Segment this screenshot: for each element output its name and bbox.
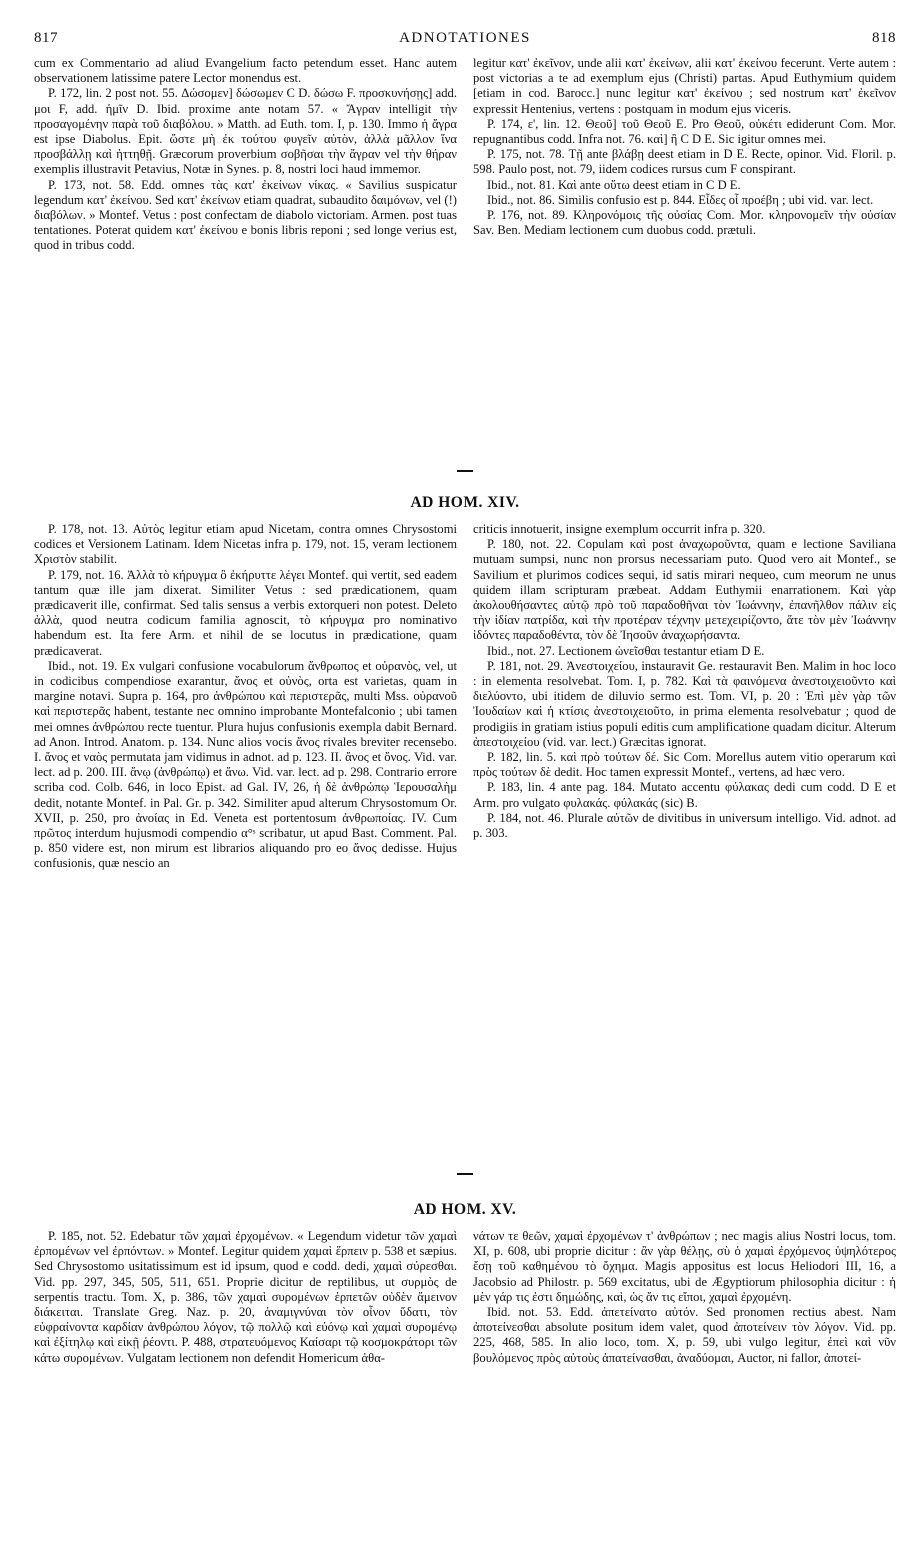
paragraph: cum ex Commentario ad aliud Evangelium facto petendum esset. Hanc autem observationem latissime patere Lector monendus est. bbox=[34, 56, 457, 86]
section-1-right-column bbox=[473, 56, 896, 460]
paragraph: P. 179, not. 16. Ἀλλὰ τὸ κήρυγμα ὃ ἐκήρυττε λέγει Montef. qui vertit, sed eadem tantum quæ ille jam dixerat. Similiter Vetus : sed prædicationem, quam prædicaverit ille, confirmat. Sed talis sensus a verbis extorqueri non potest. Deleto ἀλλὰ, quod neutra codicum familia agnoscit, τὸ κήρυγμα pro nominativo habendum est. Ita fere Arm. et nihil de se locutus in prædicatione, quam prædicaverat. bbox=[34, 567, 457, 658]
running-title: ADNOTATIONES bbox=[399, 30, 531, 46]
paragraph: νάτων τε θεῶν, χαμαὶ ἐρχομένων τ' ἀνθρώπων ; nec magis alius Nostri locus, tom. XI, p. 608, ubi proprie dicitur : ἂν γὰρ θέλῃς, σὺ ὁ χαμαὶ ἐρχόμενος ὑψηλότερος ἔσῃ τοῦ καθημένου τὸ ὄχημα. Magis appositus est locus Heliodori III, 16, a Jacobsio ad Philostr. p. 569 excitatus, ubi de Ægyptiorum philosophia dicitur : ἡ μὲν γάρ τις ἐστι δημώδης, καὶ, ὡς ἄν τις εἴποι, χαμαὶ ἐρχομένη. bbox=[473, 1229, 896, 1304]
paragraph: P. 184, not. 46. Plurale αὐτῶν de divitibus in universum intelligo. Vid. adnot. ad p. 303. bbox=[473, 810, 896, 841]
section-divider bbox=[457, 1173, 473, 1175]
page bbox=[34, 30, 896, 1547]
paragraph: criticis innotuerit, insigne exemplum occurrit infra p. 320. bbox=[473, 522, 766, 536]
paragraph: legitur κατ' ἐκεῖνον, unde alii κατ' ἐκείνων, alii κατ' ἐκείνου fecerunt. Verte autem : post victorias a te ad exemplum ejus (Christi) partas. Apud Euthymium quidem [etiam in cod. Barocc.] nunc legitur κατ' ἐκείνου ; sed nostrum κατ' ἐκεῖνον expressit Hentenius, vertens : postquam in modum ejus viceris. bbox=[473, 56, 896, 116]
paragraph: P. 183, lin. 4 ante pag. 184. Mutato accentu φύλακας dedi cum codd. D E et Arm. pro vulgato φυλακάς. φύλακάς (sic) B. bbox=[473, 780, 896, 810]
left-page-number: 817 bbox=[34, 30, 58, 46]
section-1-body bbox=[34, 56, 896, 460]
section-2-right-column bbox=[473, 522, 896, 1165]
section-2-left-column bbox=[34, 522, 457, 1165]
paragraph: P. 185, not. 52. Edebatur τῶν χαμαὶ ἐρχομένων. « Legendum videtur τῶν χαμαὶ ἐρπομένων vel ἐρπόντων. » Montef. Legitur quidem χαμαὶ ἕρπειν p. 538 et sæpius. Sed Chrysostomo usitatissimum est id ipsum, quod e codd. dedi, χαμαὶ σύρεσθαι. Vid. pp. 297, 345, 505, 511, 651. Proprie dicitur de reptilibus, ut συρμὸς de serpentis tractu. Tom. X, p. 386, τῶν χαμαὶ συρομένων ἑρπετῶν οὐδὲν ἄμεινον διάκειται. Translate Greg. Naz. p. 20, ἀναμιγνύναι τὸν οἶνον ὕδατι, τὸν εὐφραίνοντα καρδίαν ἀνθρώπου λόγον, τῷ πολλῷ καὶ εὐόνῳ καὶ χαμαὶ συρομένῳ καὶ ἐξίτηλῳ καὶ εἰκῇ ῥέοντι. P. 488, στρατευόμενος Καίσαρι τῷ κοσμοκράτορι τῶν κάτω συρομένων. Vulgatam lectionem non defendit Homericum ἀθα- bbox=[34, 1229, 457, 1365]
section-heading-hom-xv: AD HOM. XV. bbox=[413, 1201, 517, 1218]
paragraph: P. 172, lin. 2 post not. 55. Δώσομεν] δώσωμεν C D. δώσω F. προσκυνήσῃς] add. μοι F, add. ἡμῖν D. Ibid. proxime ante notam 57. « Ἄγραν intelligit τὴν προσαγομένην παρὰ τοῦ διαβόλου. » Matth. ad Euth. tom. I, p. 130. Immo ἡ ἄγρα est ipse Diabolus. Epit. ὥστε μὴ ἐκ τούτου φυγεῖν αὐτὸν, ἀλλὰ μᾶλλον ἵνα προσβάλλῃ καὶ ἡττηθῇ. Græcorum proverbium σοβῆσαι τὴν ἄγραν vel τὴν θήραν exemplis illustravit Petavius, Notæ in Synes. p. 8, nostri loci haud immemor. bbox=[34, 86, 457, 177]
paragraph: P. 175, not. 78. Τῇ ante βλάβῃ deest etiam in D E. Recte, opinor. Vid. Floril. p. 598. Paulo post, not. 79, iidem codices rursus cum F conspirant. bbox=[473, 147, 896, 177]
section-2-body bbox=[34, 522, 896, 1165]
section-divider bbox=[457, 470, 473, 472]
paragraph: P. 181, not. 29. Ἀνεστοιχείου, instauravit Ge. restauravit Ben. Malim in hoc loco : in elementa resolvebat. Tom. I, p. 782. Καὶ τὰ φαινόμενα ἀνεστοιχειοῦντο καὶ διελύοντο, ubi itidem de diluvio sermo est. Tom. VI, p. 20 : Ἐπὶ μὲν γὰρ τῶν Ἰουδαίων καὶ ἡ κτίσις ἀνεστοιχειοῦτο, in prima elementa resolvebatur ; quod de prodigiis in gratiam istius populi editis cum amplificatione quadam dicitur. Alterum ἀπεστοιχείου (vid. var. lect.) Græcitas ignorat. bbox=[473, 658, 896, 749]
paragraph: Ibid. not. 53. Edd. ἀπετείνατο αὐτόν. Sed pronomen rectius abest. Nam ἀποτείνεσθαι absolute positum idem valet, quod ἀποτείνειν τὸν λόγον. Vid. pp. 225, 468, 585. In alio loco, tom. X, p. 59, ubi vulgo legitur, ἐπεὶ καὶ νῦν βουλόμενος πρὸς αὐτοὺς ἀπατείνασθαι, ἀναδύομαι, Auctor, ni fallor, ἀποτεί- bbox=[473, 1305, 896, 1365]
paragraph: P. 182, lin. 5. καὶ πρὸ τούτων δέ. Sic Com. Morellus autem vitio operarum καὶ πρὸς τούτων δὲ dedit. Hoc tamen expressit Montef., vertens, ad hæc vero. bbox=[473, 750, 896, 780]
paragraph: Ibid., not. 19. Ex vulgari confusione vocabulorum ἄνθρωπος et οὐρανὸς, vel, ut in codicibus compendiose exarantur, ἄνος et οὐνὸς, orta est varietas, quam in margine notavi. Supra p. 164, pro ἀνθρώπου καὶ περιστερᾶς, multi Mss. οὐρανοῦ καὶ περιστερᾶς habent, testante nec omnino improbante Montefalconio ; ubi tamen mei omnes ἀνθρώπου recte tuentur. Plura hujus confusionis exempla dabit Bernard. ad Anon. Introd. Anatom. p. 134. Nunc alios vocis ἄνος rivales breviter recensebo. I. ἄνος et ναὸς permutata jam vidimus in adnot. ad p. 123. II. ἄνος et ὄνος. Vid. var. lect. ad p. 200. III. ἄνῳ (ἀνθρώπῳ) et ἄνω. Vid. var. lect. ad p. 298. Contrario errore scriba cod. Colb. 646, in loco Epist. ad Gal. IV, 26, ἡ δὲ ἀνθρώπῳ Ἱερουσαλὴμ dedit, notante Montef. in Pal. Gr. p. 342. Similiter apud alterum Chrysostomum Or. XVII, p. 250, pro ἀνοίας in Ed. Veneta est portentosum ἀνθρωποίας. IV. Cum πρῶτος interdum hujusmodi compendio α°ˢ scribatur, ut apud Bast. Comment. Pal. p. 850 videre est, non mirum est librarios aliquando pro eo ἄνος dedisse. Hujus confusionis, quæ nescio an bbox=[34, 658, 457, 871]
paragraph: Ibid., not. 27. Lectionem ὠνεῖσθαι testantur etiam D E. bbox=[487, 643, 765, 658]
paragraph: Ibid., not. 86. Similis confusio est p. 844. Εἶδες οἷ προέβη ; ubi vid. var. lect. bbox=[487, 192, 874, 207]
paragraph: Ibid., not. 81. Καὶ ante οὕτω deest etiam in C D E. bbox=[487, 177, 741, 192]
paragraph: P. 176, not. 89. Κληρονόμοις τῆς οὐσίας Com. Mor. κληρονομεῖν τὴν οὐσίαν Sav. Ben. Mediam lectionem cum duobus codd. prætuli. bbox=[473, 208, 896, 238]
paragraph: P. 180, not. 22. Copulam καὶ post ἀναχωροῦντα, quam e lectione Saviliana mutuam sumpsi, nunc non prorsus necessariam puto. Quod vero ait Montef., se Savilium et plurimos codices sequi, id satis mirari nequeo, cum meorum ne unus quidem illam scripturam præbeat. Addam Euthymii enarrationem. Καὶ γὰρ ἀκολουθήσαντες αὐτῷ πρὸ τοῦ παραδοθῆναι τὸν Ἰωάννην, ἐπανῆλθον πάλιν εἰς τὴν ἰδίαν πατρίδα, καὶ τὴν προτέραν τέχνην μετεχειρίζοντο, ἅτε τὸν μὲν Ἰωάννην ἰδόντες παραδοθέντα, τὸν δὲ Ἰησοῦν ἀναχωρήσαντα. bbox=[473, 537, 896, 643]
running-head bbox=[34, 30, 896, 54]
section-3-right-column bbox=[473, 1229, 896, 1547]
section-3-body bbox=[34, 1229, 896, 1547]
paragraph: P. 178, not. 13. Αὐτὸς legitur etiam apud Nicetam, contra omnes Chrysostomi codices et Versionem Latinam. Idem Nicetas infra p. 179, not. 15, veram lectionem Χριστὸν stabilit. bbox=[34, 522, 457, 567]
right-page-number: 818 bbox=[871, 30, 896, 46]
paragraph: P. 173, not. 58. Edd. omnes τὰς κατ' ἐκείνων νίκας. « Savilius suspicatur legendum κατ' ἐκείνου. Sed κατ' ἐκείνων etiam quadrat, subaudito δαιμόνων, vel (!) διαβόλων. » Montef. Vetus : post confectam de diabolo victoriam. Armen. post tuas tentationes. Poterat quidem κατ' ἐκείνου e bonis libris reponi ; sed longe verius est, quod in tribus codd. bbox=[34, 177, 457, 253]
section-1-left-column bbox=[34, 56, 457, 460]
paragraph: P. 174, ε', lin. 12. Θεοῦ] τοῦ Θεοῦ E. Pro Θεοῦ, οὐκέτι ediderunt Com. Mor. repugnantibus codd. Infra not. 76. καὶ] ἢ C D E. Sic igitur omnes mei. bbox=[473, 116, 896, 147]
section-heading-hom-xiv: AD HOM. XIV. bbox=[410, 494, 520, 511]
section-3-left-column bbox=[34, 1229, 457, 1547]
